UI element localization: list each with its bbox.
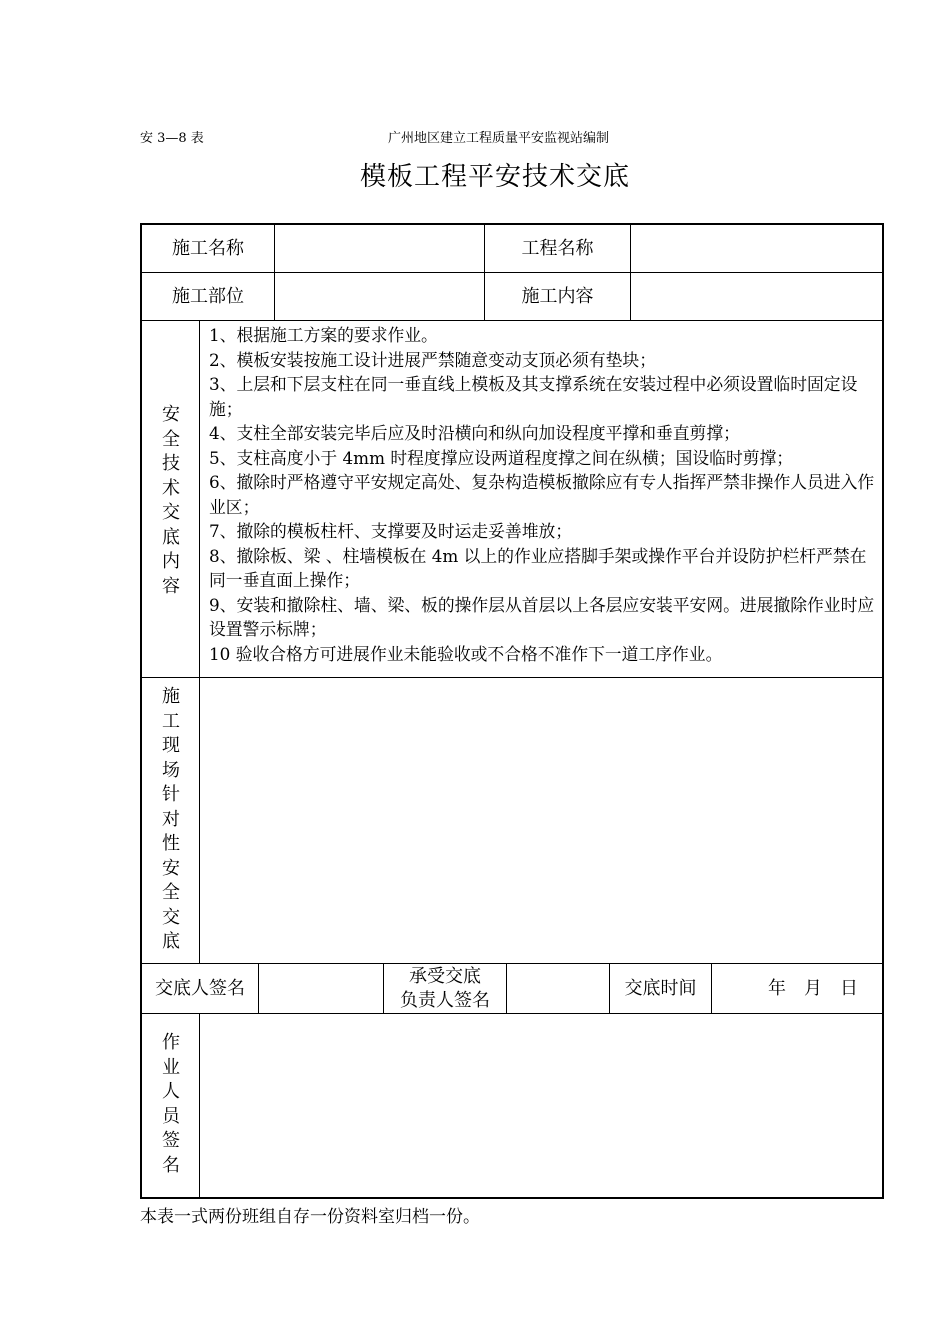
publisher-line: 广州地区建立工程质量平安监视站编制 [388,131,610,146]
workers-sign-label: 作 业 人 员 签 名 [162,1032,180,1176]
site-specific-field[interactable] [200,678,882,963]
workers-sign-field[interactable] [200,1014,882,1197]
briefer-sign-label: 交底人签名 [155,977,245,999]
safety-item: 3、上层和下层支柱在同一垂直线上模板及其支撑系统在安装过程中必须设置临时固定设施； [209,374,858,419]
safety-items-list [209,323,881,666]
safety-item: 4、支柱全部安装完毕后应及时沿横向和纵向加设程度平撑和垂直剪撑； [209,423,740,443]
site-specific-label: 施 工 现 场 针 对 性 安 全 交 底 [162,686,180,952]
construction-name-field[interactable] [275,225,484,272]
construction-content-field[interactable] [631,273,882,320]
receiver-sign-label-line2: 负责人签名 [400,989,490,1011]
project-name-label: 工程名称 [521,237,594,259]
receiver-sign-field[interactable] [507,964,609,1013]
row-divider [142,320,882,321]
safety-item: 1、根据施工方案的要求作业。 [209,325,438,345]
safety-item: 7、撤除的模板柱杆、支撑要及时运走妥善堆放； [209,521,573,541]
document-title: 模板工程平安技术交底 [359,162,630,192]
project-name-field[interactable] [631,225,882,272]
safety-item: 5、支柱高度小于 4mm 时程度撑应设两道程度撑之间在纵横；国设临时剪撑； [209,447,794,468]
safety-item: 2、模板安装按施工设计进展严禁随意变动支顶必须有垫块； [209,349,656,370]
briefing-date-field[interactable]: 年 月 日 [768,977,858,999]
receiver-sign-label-line1: 承受交底 [409,965,481,987]
safety-briefing-form [140,223,884,1199]
safety-content-label: 安 全 技 术 交 底 内 容 [162,404,180,597]
safety-item: 6、撤除时严格遵守平安规定高处、复杂构造模板撤除应有专人指挥严禁非操作人员进入作业区； [209,472,875,517]
receiver-sign-label [384,964,506,1013]
briefing-time-label: 交底时间 [624,977,697,999]
form-number: 安 3—8 表 [140,131,204,146]
footer-note: 本表一式两份班组自存一份资料室归档一份。 [140,1207,480,1227]
safety-item: 10 验收合格方可进展作业未能验收或不合格不准作下一道工序作业。 [209,643,723,664]
construction-part-field[interactable] [275,273,484,320]
safety-item: 9、安装和撤除柱、墙、梁、板的操作层从首层以上各层应安装平安网。进展撤除作业时应设置警示标牌； [209,594,875,639]
briefer-sign-field[interactable] [259,964,383,1013]
construction-part-label: 施工部位 [172,285,244,307]
safety-item: 8、撤除板、梁 、柱墙模板在 4m 以上的作业应搭脚手架或操作平台并设防护栏杆严禁在同一垂直面上操作； [209,545,867,590]
construction-content-label: 施工内容 [521,285,594,307]
construction-name-label: 施工名称 [172,237,244,259]
